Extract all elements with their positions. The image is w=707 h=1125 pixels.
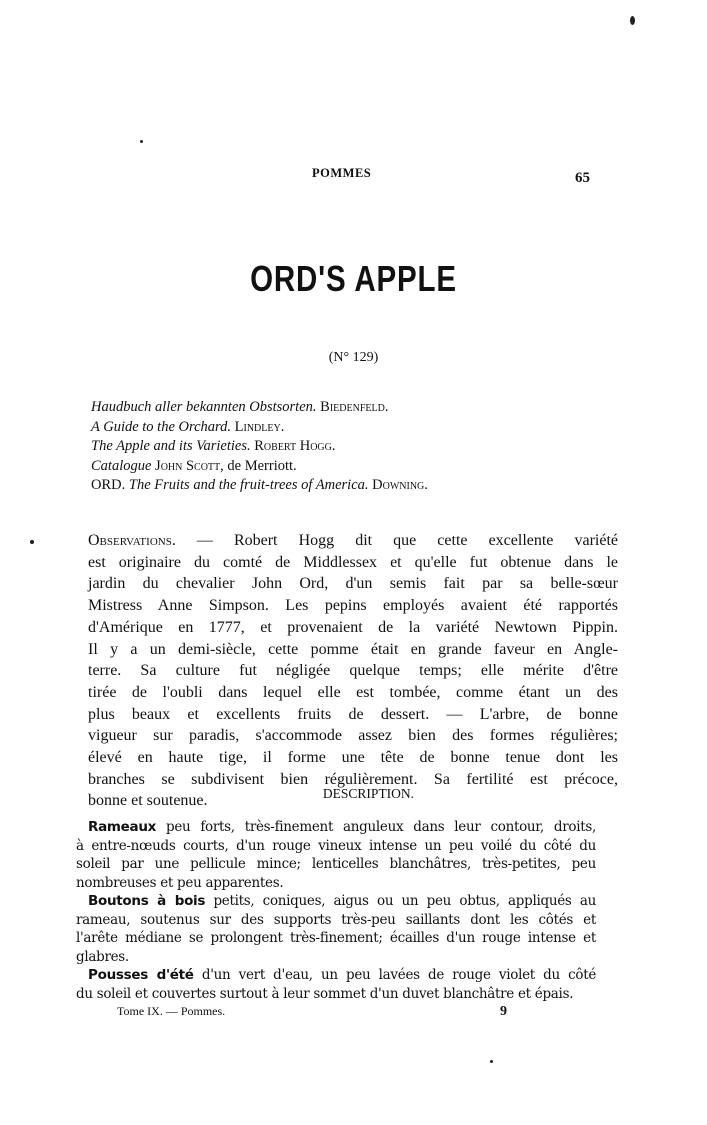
reference-item (91, 398, 428, 418)
references-list (91, 398, 428, 496)
observations-paragraph (88, 530, 618, 812)
observations-text: terre. Sa culture fut négligée quelque temps; elle mérite d'être (88, 662, 618, 680)
observations-text: tirée de l'oubli dans lequel elle est tombée, comme étant un des (88, 683, 618, 701)
description-line (76, 892, 596, 911)
description-text: glabres. (76, 948, 129, 965)
reference-author: Biedenfeld. (320, 399, 389, 415)
description-term: Boutons à bois (88, 893, 206, 909)
observations-line (88, 530, 618, 552)
description-line (76, 837, 596, 856)
description-line (76, 818, 596, 837)
observations-line (88, 725, 618, 747)
description-line (76, 966, 596, 985)
description-paragraph-rameaux (76, 818, 596, 892)
description-text: du soleil et couvertes surtout à leur sommet d'un duvet blanchâtre et épais. (76, 985, 574, 1002)
observations-text: vigueur sur paradis, s'accommode assez bien des formes régulières; (88, 727, 618, 745)
description-line (76, 855, 596, 874)
observations-text: est originaire du comté de Middlessex et qu'elle fut obtenue dans le (88, 553, 618, 571)
description-text: rameau, soutenus sur des supports très-peu saillants dont les côtés et (76, 911, 596, 928)
reference-item (91, 437, 428, 457)
reference-work: Haudbuch aller bekannten Obstsorten. (91, 399, 317, 415)
description-paragraph-pousses (76, 966, 596, 1003)
description-line (76, 948, 596, 967)
reference-author: Downing. (372, 477, 428, 493)
reference-work: A Guide to the Orchard. (91, 418, 232, 435)
scan-speck (30, 540, 34, 544)
description-text: à entre-nœuds courts, d'un rouge vineux intense un peu voilé du côté du (76, 837, 596, 854)
description-term: Pousses d'été (88, 967, 194, 983)
observations-text: élevé en haute tige, il forme une tête de bonne tenue dont les (88, 749, 618, 767)
description-text: peu forts, très-finement anguleux dans leur contour, droits, (156, 819, 596, 835)
reference-author: John Scott, (155, 457, 224, 474)
observations-text: jardin du chevalier John Ord, d'un semis fait par sa belle-sœur (88, 575, 618, 593)
reference-work: The Apple and its Varieties. (91, 438, 251, 454)
scan-speck (140, 140, 143, 143)
observations-line (88, 747, 618, 769)
reference-author: Lindley. (234, 418, 285, 435)
observations-text: bonne et soutenue. (88, 792, 208, 810)
description-term: Rameaux (88, 819, 157, 835)
reference-author: Robert Hogg. (254, 438, 336, 454)
footer-volume: Tome IX. — Pommes. (117, 1004, 226, 1018)
scan-speck (490, 1060, 493, 1063)
observations-line (88, 552, 618, 574)
reference-item (91, 476, 428, 496)
observations-line (88, 660, 618, 682)
reference-work: Catalogue (91, 457, 152, 474)
description-line (76, 874, 596, 893)
observations-line (88, 573, 618, 595)
observations-text: Il y a un demi-siècle, cette pomme était en grande faveur en Angle- (88, 640, 618, 658)
observations-line (88, 617, 618, 639)
observations-line (88, 639, 618, 661)
description-heading: DESCRIPTION. (322, 786, 415, 801)
observations-text: plus beaux et excellents fruits de dessert. — L'arbre, de bonne (88, 705, 618, 723)
scan-speck (630, 16, 635, 25)
observations-text: Mistress Anne Simpson. Les pepins employés avaient été rapportés (88, 597, 618, 615)
description-line (76, 929, 596, 948)
observations-line (88, 704, 618, 726)
observations-text: d'Amérique en 1777, et provenaient de la variété Newtown Pippin. (88, 618, 618, 636)
page-title: ORD'S APPLE (250, 258, 457, 299)
description-line (76, 911, 596, 930)
description-text: l'arête médiane se prolongent très-finement; écailles d'un rouge intense et (76, 930, 596, 947)
observations-text: — Robert Hogg dit que cette excellente variété (175, 532, 618, 549)
description-text: d'un vert d'eau, un peu lavées de rouge violet du côté (193, 967, 597, 983)
reference-prefix: ORD. (91, 477, 126, 493)
observations-text: branches se subdivisent bien régulièrement. Sa fertilité est précoce, (88, 770, 618, 788)
variety-number: (N° 129) (328, 350, 379, 365)
page-number: 65 (575, 170, 590, 186)
description-text: soleil par une pellicule mince; lenticelles blanchâtres, très-petites, peu (76, 856, 596, 873)
reference-work: The Fruits and the fruit-trees of America. (128, 477, 369, 493)
observations-line (88, 595, 618, 617)
reference-item (91, 457, 428, 477)
description-text: nombreuses et peu apparentes. (76, 874, 284, 891)
reference-place: de Merriott. (227, 457, 297, 474)
observations-line (88, 682, 618, 704)
running-title: POMMES (312, 166, 372, 180)
reference-item (91, 418, 428, 438)
description-text: petits, coniques, aigus ou un peu obtus, appliqués au (205, 893, 596, 909)
description-line (76, 985, 596, 1004)
description-paragraph-boutons (76, 892, 596, 966)
signature-mark: 9 (500, 1004, 507, 1019)
observations-label: Observations. (88, 532, 176, 549)
